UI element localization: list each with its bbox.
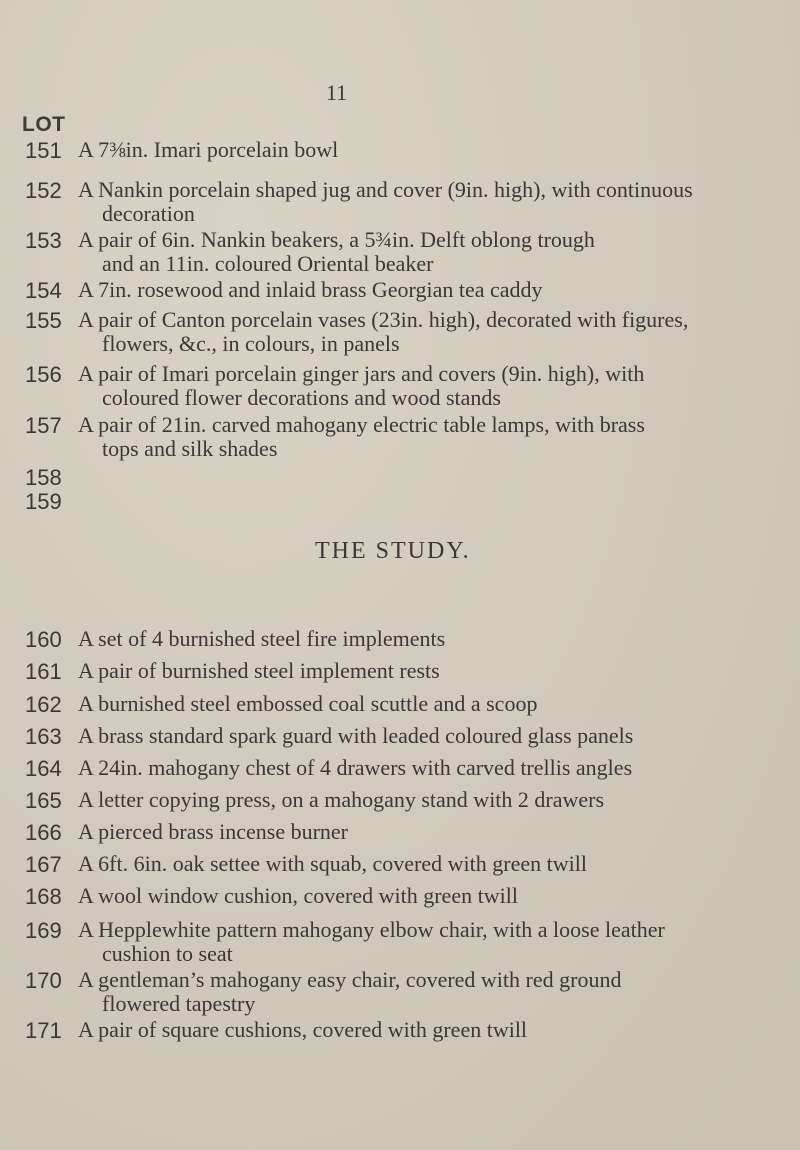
lot-description — [78, 178, 778, 226]
lot-description-continuation: tops and silk shades — [102, 436, 278, 461]
lot-number: 155 — [25, 308, 62, 333]
lot-description-line: A pair of Imari porcelain ginger jars and covers (9in. high), with — [78, 361, 645, 386]
lot-number: 163 — [25, 724, 62, 749]
lot-description-line: A Hepplewhite pattern mahogany elbow chair, with a loose leather — [78, 917, 665, 942]
lot-number: 162 — [25, 692, 62, 717]
lot-description — [78, 278, 778, 302]
lot-description — [78, 820, 778, 844]
lot-description — [78, 968, 778, 1016]
lot-number: 159 — [25, 489, 62, 514]
lot-number: 151 — [25, 138, 62, 163]
lot-number: 165 — [25, 788, 62, 813]
lot-number: 153 — [25, 228, 62, 253]
lot-number: 164 — [25, 756, 62, 781]
lot-number: 156 — [25, 362, 62, 387]
lot-description — [78, 362, 778, 410]
lot-description-line: A 7in. rosewood and inlaid brass Georgian tea caddy — [78, 277, 543, 302]
lot-description-line: A pair of Canton porcelain vases (23in. high), decorated with figures, — [78, 307, 689, 332]
lot-number: 158 — [25, 465, 62, 490]
lot-description — [78, 1018, 778, 1042]
lot-description-line: A pair of 21in. carved mahogany electric table lamps, with brass — [78, 412, 645, 437]
lot-number: 152 — [25, 178, 62, 203]
lot-number: 161 — [25, 659, 62, 684]
lot-description — [78, 852, 778, 876]
lot-description-line: A brass standard spark guard with leaded coloured glass panels — [78, 723, 634, 748]
lot-number: 170 — [25, 968, 62, 993]
lot-description-continuation: cushion to seat — [102, 941, 233, 966]
lot-description — [78, 228, 778, 276]
lot-description — [78, 627, 778, 651]
lot-description-continuation: decoration — [102, 201, 195, 226]
lot-description — [78, 659, 778, 683]
lot-description — [78, 724, 778, 748]
lot-description-line: A pair of 6in. Nankin beakers, a 5¾in. Delft oblong trough — [78, 227, 595, 252]
lot-description-line: A 24in. mahogany chest of 4 drawers with carved trellis angles — [78, 755, 633, 780]
lot-description-line: A pair of square cushions, covered with green twill — [78, 1017, 528, 1042]
lot-number: 171 — [25, 1018, 62, 1043]
lot-description-line: A burnished steel embossed coal scuttle and a scoop — [78, 691, 538, 716]
lot-description-line: A pair of burnished steel implement rests — [78, 658, 440, 683]
lot-number: 166 — [25, 820, 62, 845]
lot-description-continuation: flowered tapestry — [102, 991, 256, 1016]
lot-description-continuation: coloured flower decorations and wood stands — [102, 385, 501, 410]
lot-description-line: A Nankin porcelain shaped jug and cover (9in. high), with continuous — [78, 177, 693, 202]
lot-description — [78, 413, 778, 461]
lot-number: 160 — [25, 627, 62, 652]
section-heading: THE STUDY. — [315, 538, 471, 564]
lot-description — [78, 692, 778, 716]
lot-number: 169 — [25, 918, 62, 943]
lot-description-line: A letter copying press, on a mahogany stand with 2 drawers — [78, 787, 605, 812]
lot-description-line: A 7⅜in. Imari porcelain bowl — [78, 137, 339, 162]
lot-description-continuation: and an 11in. coloured Oriental beaker — [102, 251, 434, 276]
page-number: 11 — [326, 80, 348, 105]
lot-number: 154 — [25, 278, 62, 303]
lot-description-line: A set of 4 burnished steel fire implements — [78, 626, 446, 651]
lot-description-line: A pierced brass incense burner — [78, 819, 349, 844]
lot-number: 167 — [25, 852, 62, 877]
lot-description — [78, 138, 778, 162]
lot-description — [78, 788, 778, 812]
lot-description-line: A gentleman’s mahogany easy chair, covered with red ground — [78, 967, 622, 992]
lot-header: LOT — [22, 113, 66, 136]
lot-number: 168 — [25, 884, 62, 909]
lot-description — [78, 308, 778, 356]
lot-number: 157 — [25, 413, 62, 438]
lot-description-line: A 6ft. 6in. oak settee with squab, covered with green twill — [78, 851, 587, 876]
lot-description — [78, 918, 778, 966]
lot-description-continuation: flowers, &c., in colours, in panels — [102, 331, 400, 356]
lot-description — [78, 884, 778, 908]
lot-description — [78, 756, 778, 780]
lot-description-line: A wool window cushion, covered with green twill — [78, 883, 518, 908]
